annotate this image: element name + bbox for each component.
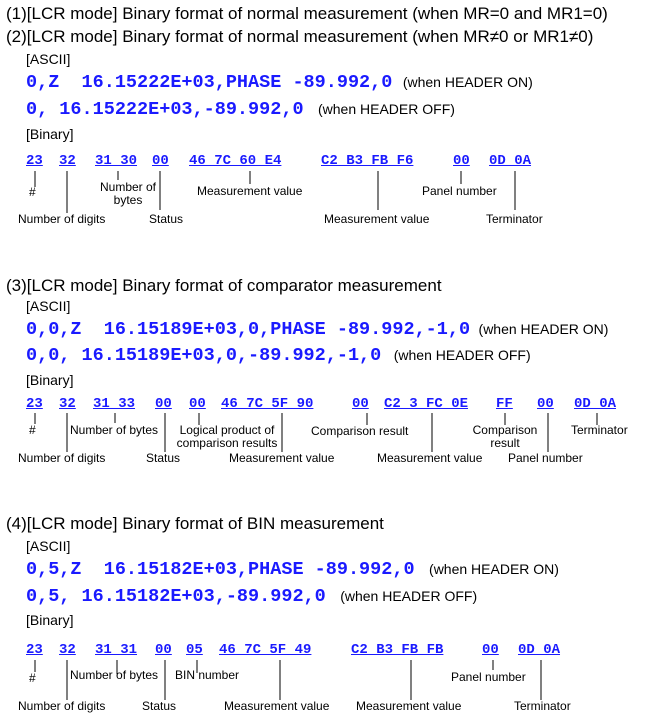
binary-label: [Binary] <box>26 372 74 388</box>
binary-byte: 46 7C 60 E4 <box>189 153 282 169</box>
ascii-response: 0,Z 16.15222E+03,PHASE -89.992,0 <box>26 72 393 93</box>
annotation-panel-number: Panel number <box>422 184 497 198</box>
binary-byte-row <box>0 396 664 412</box>
heading-section-1: (1)[LCR mode] Binary format of normal measurement (when MR=0 and MR1=0) <box>6 4 608 23</box>
binary-byte: 00 <box>152 153 169 169</box>
binary-byte: 32 <box>59 153 76 169</box>
annotation-measurement-value: Measurement value <box>356 699 462 713</box>
annotation-terminator: Terminator <box>514 699 571 713</box>
binary-byte: 0D 0A <box>574 396 617 412</box>
binary-byte: 00 <box>453 153 470 169</box>
annotation-panel-number: Panel number <box>508 451 583 465</box>
annotation-measurement-value: Measurement value <box>324 212 430 226</box>
binary-byte: C2 B3 FB F6 <box>321 153 414 169</box>
annotation-hash: # <box>29 671 36 685</box>
binary-byte: 0D 0A <box>518 642 561 658</box>
binary-byte: C2 3 FC 0E <box>384 396 469 412</box>
binary-byte-row <box>0 642 664 658</box>
binary-byte: 00 <box>537 396 554 412</box>
annotation-status: Status <box>146 451 181 465</box>
annotation-number-of-digits: Number of digits <box>18 212 106 226</box>
ascii-line-header-off <box>26 586 477 608</box>
annotation-measurement-value: Measurement value <box>224 699 330 713</box>
heading-section-4: (4)[LCR mode] Binary format of BIN measurement <box>6 514 384 533</box>
binary-byte: 23 <box>26 396 43 412</box>
ascii-response: 0,0, 16.15189E+03,0,-89.992,-1,0 <box>26 345 382 366</box>
annotation-comparison-result: Comparison result <box>472 423 538 450</box>
annotation-measurement-value: Measurement value <box>229 451 335 465</box>
binary-byte: 32 <box>59 396 76 412</box>
ascii-line-header-off <box>26 345 531 367</box>
annotation-comparison-result: Comparison result <box>311 424 409 438</box>
binary-byte: C2 B3 FB FB <box>351 642 444 658</box>
annotation-bin-number: BIN number <box>175 668 240 682</box>
binary-byte: FF <box>496 396 513 412</box>
binary-label: [Binary] <box>26 126 74 142</box>
binary-byte: 46 7C 5F 49 <box>219 642 312 658</box>
ascii-line-header-on <box>26 319 608 341</box>
header-on-note: (when HEADER ON) <box>429 561 559 577</box>
header-on-note: (when HEADER ON) <box>478 321 609 337</box>
binary-byte: 23 <box>26 153 43 169</box>
ascii-response: 0,0,Z 16.15189E+03,0,PHASE -89.992,-1,0 <box>26 319 471 340</box>
annotation-hash: # <box>29 423 36 437</box>
binary-byte: 32 <box>59 642 76 658</box>
ascii-response: 0, 16.15222E+03,-89.992,0 <box>26 99 304 120</box>
binary-byte: 00 <box>352 396 369 412</box>
annotation-number-of-digits: Number of digits <box>18 451 106 465</box>
binary-byte: 00 <box>155 642 172 658</box>
ascii-label: [ASCII] <box>26 51 71 67</box>
binary-byte: 31 31 <box>95 642 138 658</box>
header-off-note: (when HEADER OFF) <box>393 347 531 363</box>
annotation-terminator: Terminator <box>571 423 628 437</box>
ascii-response: 0,5,Z 16.15182E+03,PHASE -89.992,0 <box>26 559 415 580</box>
annotation-status: Status <box>149 212 184 226</box>
binary-byte: 00 <box>482 642 499 658</box>
annotation-panel-number: Panel number <box>451 670 526 684</box>
annotation-number-of-bytes: Number of bytes <box>70 668 159 682</box>
annotation-hash: # <box>29 185 36 199</box>
header-off-note: (when HEADER OFF) <box>318 101 455 117</box>
annotation-number-of-bytes: Number of bytes <box>70 423 159 437</box>
binary-byte: 0D 0A <box>489 153 532 169</box>
binary-byte: 00 <box>189 396 206 412</box>
annotation-status: Status <box>142 699 177 713</box>
ascii-label: [ASCII] <box>26 538 71 554</box>
annotation-terminator: Terminator <box>486 212 543 226</box>
ascii-response: 0,5, 16.15182E+03,-89.992,0 <box>26 586 326 607</box>
binary-label: [Binary] <box>26 612 74 628</box>
header-on-note: (when HEADER ON) <box>402 74 533 90</box>
annotation-number-of-bytes: Number of bytes <box>99 180 157 207</box>
binary-byte: 05 <box>186 642 203 658</box>
binary-byte: 23 <box>26 642 43 658</box>
binary-byte: 00 <box>155 396 172 412</box>
binary-byte: 46 7C 5F 90 <box>221 396 314 412</box>
header-off-note: (when HEADER OFF) <box>340 588 478 604</box>
annotation-number-of-digits: Number of digits <box>18 699 106 713</box>
annotation-measurement-value: Measurement value <box>377 451 483 465</box>
ascii-label: [ASCII] <box>26 298 71 314</box>
heading-section-2: (2)[LCR mode] Binary format of normal measurement (when MR≠0 or MR1≠0) <box>6 27 594 46</box>
annotation-measurement-value: Measurement value <box>197 184 303 198</box>
binary-byte: 31 33 <box>93 396 136 412</box>
ascii-line-header-on <box>26 559 559 581</box>
heading-section-3: (3)[LCR mode] Binary format of comparator measurement <box>6 276 442 295</box>
binary-byte: 31 30 <box>95 153 138 169</box>
annotation-logical-product: Logical product of comparison results <box>176 423 278 450</box>
